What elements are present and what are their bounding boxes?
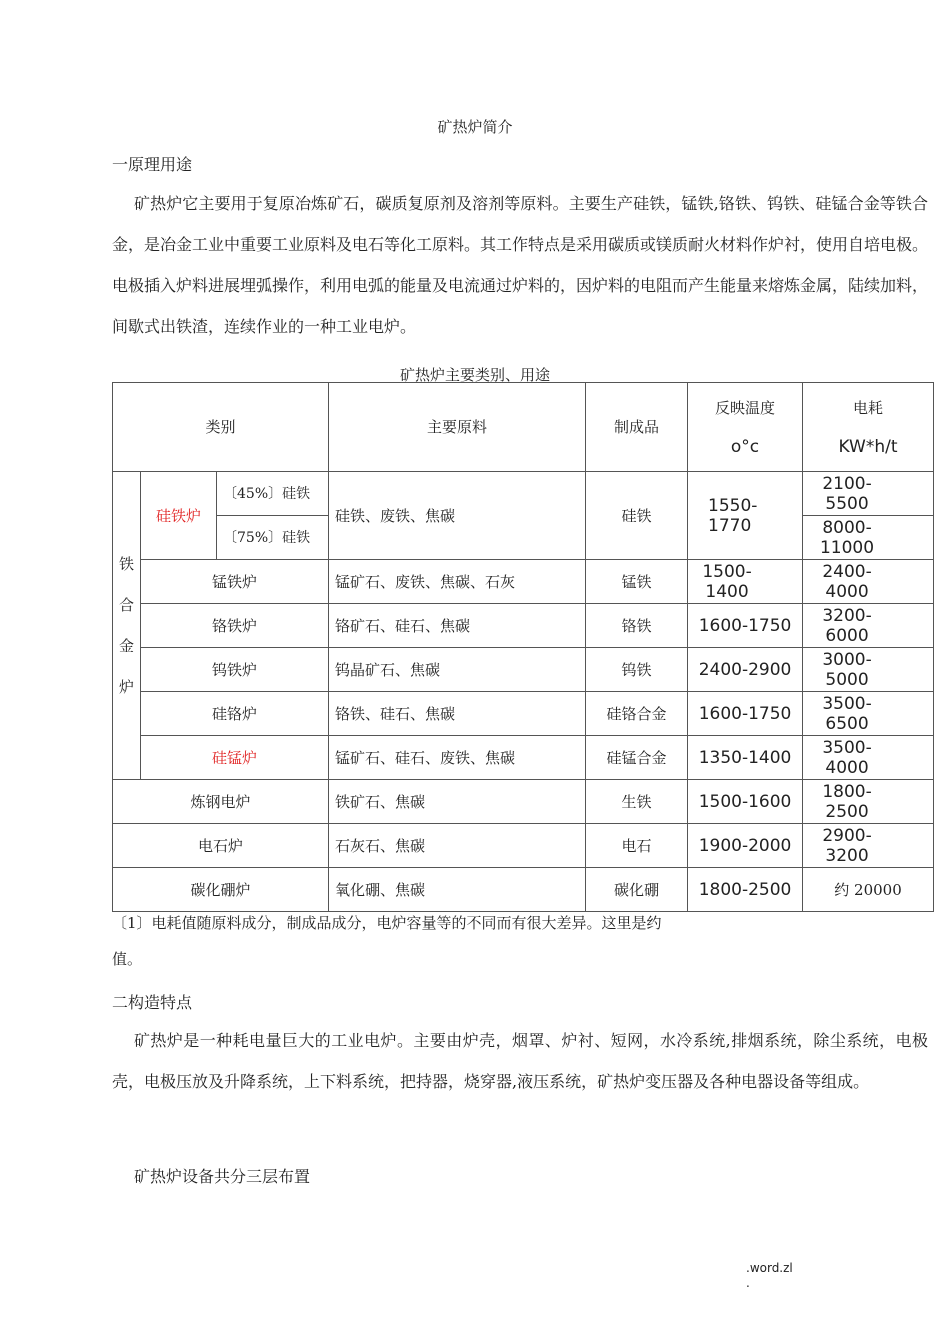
group-label-ferroalloy: [113, 472, 141, 780]
section2-paragraph2: 矿热炉设备共分三层布置: [134, 1167, 311, 1186]
group-label-char: 炉: [118, 677, 134, 696]
row-product-carbide: 电石: [586, 824, 688, 868]
row-power-sife-45: [803, 472, 934, 516]
row-name-sicr: 硅铬炉: [141, 692, 329, 736]
row-product-sife: 硅铁: [586, 472, 688, 560]
row-product-steel: 生铁: [586, 780, 688, 824]
furnace-table: [112, 382, 934, 912]
row-material-boron: 氧化硼、焦碳: [329, 868, 586, 912]
row-material-wfe: 钨晶矿石、焦碳: [329, 648, 586, 692]
row-power-crfe: [803, 604, 934, 648]
table-row: [113, 736, 934, 780]
header-category: 类别: [113, 383, 329, 472]
header-power-unit: KW*h/t: [838, 437, 898, 457]
row-material-mnfe: 锰矿石、废铁、焦碳、石灰: [329, 560, 586, 604]
row-temp-sife: [688, 472, 803, 560]
row-power-simn: [803, 736, 934, 780]
row-power-crfe-value: 3200-6000: [822, 605, 872, 646]
section2-heading: 二构造特点: [112, 993, 193, 1012]
table-note-line2: 值。: [112, 950, 143, 968]
row-power-sicr-value: 3500-6500: [822, 693, 872, 734]
header-product: 制成品: [586, 383, 688, 472]
row-power-simn-value: 3500-4000: [822, 737, 872, 778]
table-row: [113, 604, 934, 648]
table-caption: 矿热炉主要类别、用途: [399, 366, 550, 384]
sub-grade-45: 〔45%〕硅铁: [217, 472, 329, 516]
row-product-simn: 硅锰合金: [586, 736, 688, 780]
row-product-boron: 碳化硼: [586, 868, 688, 912]
row-material-crfe: 铬矿石、硅石、焦碳: [329, 604, 586, 648]
header-power: [803, 383, 934, 472]
group-label-char: 铁: [118, 554, 134, 573]
row-power-wfe-value: 3000-5000: [822, 649, 872, 690]
header-power-label: 电耗: [853, 399, 884, 417]
row-name-steel: 炼钢电炉: [113, 780, 329, 824]
row-temp-carbide: 1900-2000: [688, 824, 803, 868]
row-name-boron: 碳化硼炉: [113, 868, 329, 912]
row-power-steel-value: 1800-2500: [822, 781, 872, 822]
header-temperature: [688, 383, 803, 472]
row-temp-mnfe-value: 1500-1400: [702, 561, 752, 602]
row-temp-wfe: 2400-2900: [688, 648, 803, 692]
row-power-sicr: [803, 692, 934, 736]
row-temp-sife-value: 1550-1770: [708, 495, 758, 536]
group-label-char: 合: [118, 595, 134, 614]
row-material-simn: 锰矿石、硅石、废铁、焦碳: [329, 736, 586, 780]
row-material-sicr: 铬铁、硅石、焦碳: [329, 692, 586, 736]
row-product-mnfe: 锰铁: [586, 560, 688, 604]
row-temp-crfe: 1600-1750: [688, 604, 803, 648]
row-name-carbide: 电石炉: [113, 824, 329, 868]
row-material-steel: 铁矿石、焦碳: [329, 780, 586, 824]
row-name-wfe: 钨铁炉: [141, 648, 329, 692]
section1-heading: 一原理用途: [112, 155, 193, 174]
footer-word: .word.zl: [746, 1261, 793, 1275]
row-power-sife-45-value: 2100-5500: [822, 473, 872, 514]
group-label-char: 金: [118, 636, 134, 655]
row-name-mnfe: 锰铁炉: [141, 560, 329, 604]
row-material-carbide: 石灰石、焦碳: [329, 824, 586, 868]
section2-paragraph: 矿热炉是一种耗电量巨大的工业电炉。主要由炉壳，烟罩、炉衬、短网，水冷系统,排烟系统，除尘系统，电极壳，电极压放及升降系统，上下料系统，把持器，烧穿器,液压系统，矿热炉变压器及各种电器设备等组成。: [112, 1031, 928, 1091]
row-temp-sicr: 1600-1750: [688, 692, 803, 736]
row-material-sife: 硅铁、废铁、焦碳: [329, 472, 586, 560]
row-name-sife: 硅铁炉: [141, 472, 217, 560]
table-row: [113, 780, 934, 824]
row-power-carbide-value: 2900-3200: [822, 825, 872, 866]
header-temp-label: 反映温度: [715, 399, 776, 417]
table-row: [113, 692, 934, 736]
row-product-sicr: 硅铬合金: [586, 692, 688, 736]
row-temp-simn: 1350-1400: [688, 736, 803, 780]
row-power-mnfe: [803, 560, 934, 604]
page-title: 矿热炉简介: [437, 118, 513, 136]
table-row: [113, 472, 934, 516]
row-temp-mnfe: [688, 560, 803, 604]
table-header-row: [113, 383, 934, 472]
row-product-crfe: 铬铁: [586, 604, 688, 648]
row-temp-boron: 1800-2500: [688, 868, 803, 912]
row-power-carbide: [803, 824, 934, 868]
row-name-crfe: 铬铁炉: [141, 604, 329, 648]
row-power-boron: 约 20000: [803, 868, 934, 912]
section1-paragraph: 矿热炉它主要用于复原冶炼矿石，碳质复原剂及溶剂等原料。主要生产硅铁，锰铁,铬铁、钨铁、硅锰合金等铁合金，是冶金工业中重要工业原料及电石等化工原料。其工作特点是采用碳质或镁质耐火材料作炉衬，使用自培电极。电极插入炉料进展埋弧操作，利用电弧的能量及电流通过炉料的，因炉料的电阻而产生能量来熔炼金属，陆续加料，间歇式出铁渣，连续作业的一种工业电炉。: [112, 194, 929, 336]
footer-dot: .: [746, 1276, 750, 1290]
row-product-wfe: 钨铁: [586, 648, 688, 692]
table-row: [113, 824, 934, 868]
header-material: 主要原料: [329, 383, 586, 472]
table-row: [113, 648, 934, 692]
row-temp-steel: 1500-1600: [688, 780, 803, 824]
row-power-mnfe-value: 2400-4000: [822, 561, 872, 602]
table-row: [113, 560, 934, 604]
header-temp-unit: o°c: [730, 437, 760, 457]
table-note-line1: 〔1〕电耗值随原料成分，制成品成分，电炉容量等的不同而有很大差异。这里是约: [112, 914, 662, 932]
row-power-wfe: [803, 648, 934, 692]
row-name-simn: 硅锰炉: [141, 736, 329, 780]
table-row: [113, 868, 934, 912]
sub-grade-75: 〔75%〕硅铁: [217, 516, 329, 560]
row-power-steel: [803, 780, 934, 824]
row-power-sife-75: [803, 516, 934, 560]
row-power-sife-75-value: 8000-11000: [819, 517, 875, 558]
